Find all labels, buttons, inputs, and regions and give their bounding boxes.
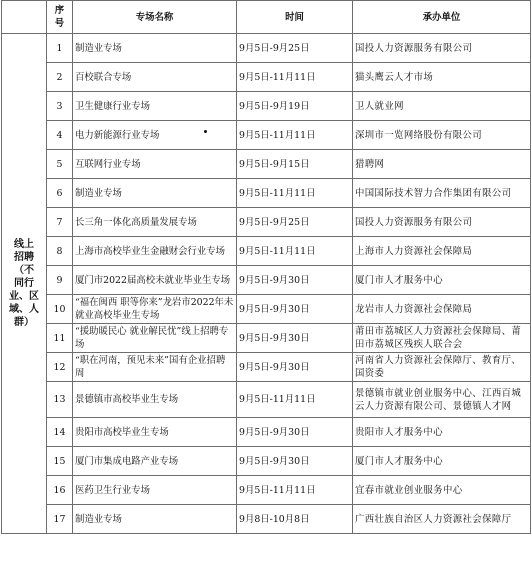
time-cell: 9月5日-11月11日 [237, 237, 353, 266]
header-serial-number [47, 1, 73, 34]
stray-dot-mark [204, 130, 207, 133]
time-cell: 9月5日-11月11日 [237, 476, 353, 505]
session-name-cell: 电力新能源行业专场 [73, 121, 237, 150]
session-name-cell: 长三角一体化高质量发展专场 [73, 208, 237, 237]
serial-number-cell: 10 [47, 295, 73, 324]
table-row [2, 92, 531, 121]
header-organizer: 承办单位 [353, 1, 531, 34]
job-fair-table [1, 0, 531, 534]
organizer-cell: 龙岩市人力资源社会保障局 [353, 295, 531, 324]
header-session-name: 专场名称 [73, 1, 237, 34]
organizer-cell: 广西壮族自治区人力资源社会保障厅 [353, 505, 531, 534]
category-label: 线上 招聘 （不 同行 业、区 域、人 群） [9, 239, 39, 328]
session-name-cell: 上海市高校毕业生金融财会行业专场 [73, 237, 237, 266]
organizer-cell: 深圳市一览网络股份有限公司 [353, 121, 531, 150]
time-cell: 9月5日-9月30日 [237, 418, 353, 447]
time-cell: 9月5日-9月30日 [237, 266, 353, 295]
time-cell: 9月5日-11月11日 [237, 121, 353, 150]
table-row [2, 150, 531, 179]
category-cell [2, 34, 47, 534]
table-body [2, 34, 531, 534]
organizer-cell: 莆田市荔城区人力资源社会保障局、莆田市荔城区残疾人联合会 [353, 324, 531, 353]
time-cell: 9月5日-11月11日 [237, 63, 353, 92]
serial-number-cell: 12 [47, 353, 73, 382]
table-row [2, 34, 531, 63]
time-cell: 9月5日-9月30日 [237, 447, 353, 476]
serial-number-cell: 9 [47, 266, 73, 295]
session-name-cell: 制造业专场 [73, 179, 237, 208]
table-row [2, 63, 531, 92]
serial-number-cell: 13 [47, 382, 73, 418]
organizer-cell: 猫头鹰云人才市场 [353, 63, 531, 92]
time-cell: 9月5日-11月11日 [237, 179, 353, 208]
time-cell: 9月5日-9月30日 [237, 324, 353, 353]
serial-number-cell: 14 [47, 418, 73, 447]
serial-number-cell: 5 [47, 150, 73, 179]
time-cell: 9月5日-9月30日 [237, 353, 353, 382]
organizer-cell: 卫人就业网 [353, 92, 531, 121]
session-name-cell: “职在河南，预见未来”国有企业招聘周 [73, 353, 237, 382]
session-name-cell: “福在闽西 职等你来”龙岩市2022年未就业高校毕业生专场 [73, 295, 237, 324]
header-time: 时间 [237, 1, 353, 34]
header-serial-number-text: 序 号 [54, 5, 65, 29]
table-row [2, 447, 531, 476]
serial-number-cell: 1 [47, 34, 73, 63]
table-row [2, 505, 531, 534]
organizer-cell: 贵阳市人才服务中心 [353, 418, 531, 447]
organizer-cell: 上海市人力资源社会保障局 [353, 237, 531, 266]
table-header-row [2, 1, 531, 34]
table-row [2, 476, 531, 505]
time-cell: 9月8日-10月8日 [237, 505, 353, 534]
organizer-cell: 猎聘网 [353, 150, 531, 179]
serial-number-cell: 8 [47, 237, 73, 266]
session-name-cell: “援助暖民心 就业解民忧”线上招聘专场 [73, 324, 237, 353]
session-name-cell: 卫生健康行业专场 [73, 92, 237, 121]
table-row [2, 295, 531, 324]
organizer-cell: 厦门市人才服务中心 [353, 447, 531, 476]
serial-number-cell: 15 [47, 447, 73, 476]
organizer-cell: 国投人力资源服务有限公司 [353, 208, 531, 237]
organizer-cell: 河南省人力资源社会保障厅、教育厅、国资委 [353, 353, 531, 382]
table-row [2, 121, 531, 150]
table-row [2, 353, 531, 382]
table-row [2, 179, 531, 208]
table-row [2, 324, 531, 353]
table-row [2, 237, 531, 266]
organizer-cell: 景德镇市就业创业服务中心、江西百城云人力资源有限公司、景德镇人才网 [353, 382, 531, 418]
time-cell: 9月5日-9月25日 [237, 34, 353, 63]
session-name-cell: 厦门市集成电路产业专场 [73, 447, 237, 476]
serial-number-cell: 11 [47, 324, 73, 353]
serial-number-cell: 16 [47, 476, 73, 505]
session-name-cell: 厦门市2022届高校未就业毕业生专场 [73, 266, 237, 295]
time-cell: 9月5日-9月30日 [237, 295, 353, 324]
session-name-cell: 医药卫生行业专场 [73, 476, 237, 505]
serial-number-cell: 4 [47, 121, 73, 150]
table-row [2, 382, 531, 418]
time-cell: 9月5日-9月19日 [237, 92, 353, 121]
session-name-cell: 景德镇市高校毕业生专场 [73, 382, 237, 418]
organizer-cell: 宜春市就业创业服务中心 [353, 476, 531, 505]
header-category [2, 1, 47, 34]
time-cell: 9月5日-9月15日 [237, 150, 353, 179]
session-name-cell: 制造业专场 [73, 34, 237, 63]
session-name-cell: 贵阳市高校毕业生专场 [73, 418, 237, 447]
table-row [2, 266, 531, 295]
table-row [2, 418, 531, 447]
serial-number-cell: 17 [47, 505, 73, 534]
session-name-cell: 互联网行业专场 [73, 150, 237, 179]
serial-number-cell: 2 [47, 63, 73, 92]
organizer-cell: 中国国际技术智力合作集团有限公司 [353, 179, 531, 208]
table-row [2, 208, 531, 237]
session-name-cell: 百校联合专场 [73, 63, 237, 92]
session-name-cell: 制造业专场 [73, 505, 237, 534]
serial-number-cell: 7 [47, 208, 73, 237]
serial-number-cell: 3 [47, 92, 73, 121]
organizer-cell: 国投人力资源服务有限公司 [353, 34, 531, 63]
time-cell: 9月5日-9月25日 [237, 208, 353, 237]
organizer-cell: 厦门市人才服务中心 [353, 266, 531, 295]
time-cell: 9月5日-11月11日 [237, 382, 353, 418]
serial-number-cell: 6 [47, 179, 73, 208]
